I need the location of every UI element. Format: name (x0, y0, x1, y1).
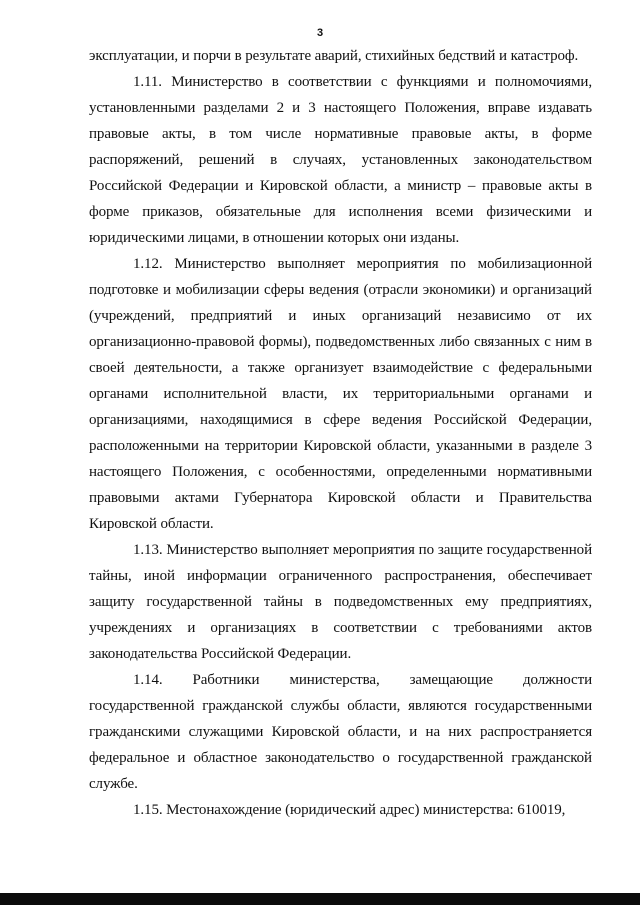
paragraph-1-12: 1.12. Министерство выполняет мероприятия по мобилизационной подготовке и мобилизации сферы ведения (отрасли экономики) и организаций (учреждений, предприятий и иных организаций независимо от их организационно-правовой формы), подведомственных либо связанных с ним в своей деятельности, а также организует взаимодействие с федеральными органами исполнительной власти, их территориальными органами и организациями, находящимися в сфере ведения Российской Федерации, расположенными на территории Кировской области, указанными в разделе 3 настоящего Положения, с особенностями, определенными нормативными правовыми актами Губернатора Кировской области и Правительства Кировской области. (89, 256, 592, 532)
paragraph-continuation: эксплуатации, и порчи в результате аварий, стихийных бедствий и катастроф. (89, 48, 579, 64)
paragraph-1-11: 1.11. Министерство в соответствии с функциями и полномочиями, установленными разделами 2 и 3 настоящего Положения, вправе издавать правовые акты, в том числе нормативные правовые акты, в форме распоряжений, решений в случаях, установленных законодательством Российской Федерации и Кировской области, а министр – правовые акты в форме приказов, обязательные для исполнения всеми физическими и юридическими лицами, в отношении которых они изданы. (89, 74, 592, 246)
scan-bottom-border (0, 893, 640, 905)
paragraph-1-14: 1.14. Работники министерства, замещающие должности государственной гражданской службы области, являются государственными гражданскими служащими Кировской области, и на них распространяется федеральное и областное законодательство о государственной гражданской службе. (89, 672, 592, 792)
paragraph-1-13: 1.13. Министерство выполняет мероприятия по защите государственной тайны, иной информации ограниченного распространения, обеспечивает защиту государственной тайны в подведомственных ему предприятиях, учреждениях и организациях в соответствии с требованиями актов законодательства Российской Федерации. (89, 542, 592, 662)
paragraph-1-15: 1.15. Местонахождение (юридический адрес) министерства: 610019, (133, 802, 566, 818)
page-number: 3 (316, 27, 324, 39)
document-body (89, 43, 592, 823)
